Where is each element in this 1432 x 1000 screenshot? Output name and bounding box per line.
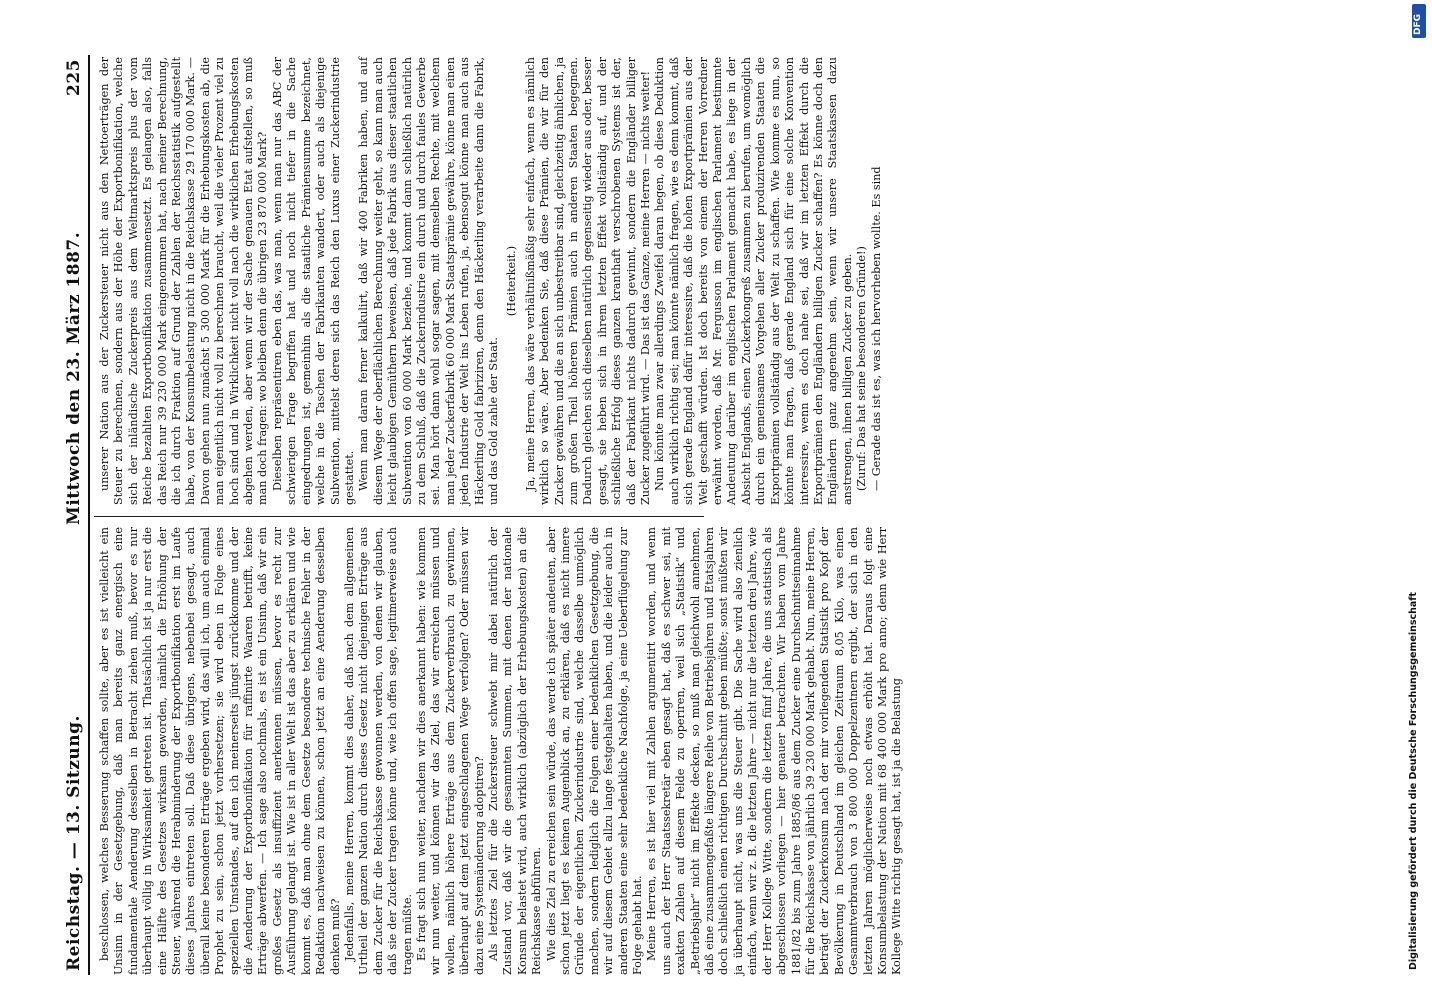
paragraph: beschlossen, welches Besserung schaffen sollte, aber es ist vielleicht ein Unsinn in der Gesetzgebung, daß man bereits ganz energisch eine fundamentale Aenderung desselben in Betracht ziehen muß, bevor es nur überhaupt völlig in Wirksamkeit getreten ist. Thatsächlich ist ja nur erst die eine Hälfte des Gesetzes wirksam geworden, nämlich die Erhöhung der Steuer, während die Herabminderung der Exportbonifikation erst im Laufe dieses Jahres eintreten soll. Daß diese übrigens, nebenbei gesagt, auch überall keine besonderen Erträge ergeben wird, das will ich, um auch einmal Prophet zu sein, schon jetzt vorhersetzen; sie wird eben in Folge eines speziellen Umstandes, auf den ich meinerseits jüngst zurückkomme und der die Aenderung der Exportbonifikation für raffinirte Waaren betrifft, keine Erträge abwerfen. — Ich sage also nochmals, es ist ein Unsinn, daß wir ein großes Gesetz als insuffizient anerkennen müssen, bevor es recht zur Ausführung gelangt ist. Wie ist in aller Welt ist das aber zu erklären und wie kommt es, daß man ohne dem Gesetze besondere technische Fehler in der Redaktion nachweisen zu können, schon jetzt an eine Aenderung desselben denken muß? (98, 527, 342, 975)
interjection: (Heiterkeit.) (505, 245, 519, 317)
paragraph: unserer Nation aus der Zuckersteuer nicht aus den Nettoerträgen der Steuer zu berechnen, sondern aus der Höhe der Exportbonifikation, welche sich der inländische Zuckerpreis aus dem Weltmarktspreis plus der vom Reiche bezahlten Exportbonifikation zusammensetzt. Es gelangen also, falls das Reich nur 39 230 000 Mark eingenommen hat, nach meiner Berechnung, die ich durch Fraktion auf Grund der Zahlen der Reichsstatistik aufgestellt habe, von der Konsumbelastung nicht in die Reichskasse 29 170 000 Mark. — Davon gehen nun zunächst 5 300 000 Mark für die Erhebungskosten ab, die man eigentlich nicht voll zu berechnen braucht, weil die vieler Prozent viel zu hoch sind und in Wirklichkeit nicht voll nach die wirklichen Erhebungskosten abgehen werden, aber wenn wir der Sache genauen Etat aufstellen, so muß man doch fragen: wo bleiben denn die übrigen 23 870 000 Mark? (98, 57, 270, 505)
header-rule (88, 55, 90, 975)
page-header (60, 55, 90, 975)
right-column (98, 57, 883, 505)
header-session: Reichstag. — 13. Sitzung. (64, 715, 84, 971)
dfg-logo-text: DFG (1413, 13, 1423, 35)
left-column (98, 527, 904, 975)
interjection: (Zuruf: Das hat seine besonderen Gründe!) (855, 246, 869, 491)
paragraph: — Gerade das ist es, was ich hervorheben wollte. Es sind (869, 166, 883, 491)
paragraph: Wenn man daran ferner kalkulirt, daß wir 400 Fabriken haben, und auf diesem Wege der oberflächlichen Berechnung weiter geht, so kann man auch leicht glaubigen Gemüthern beweisen, daß jede Fabrik aus dieser staatlichen Subvention von 60 000 Mark beziehe, und kommt dann schließlich natürlich zu dem Schluß, daß die Zuckerindustrie ein durch und durch faules Gewerbe sei. Man hört dann wohl sogar sagen, mit demselben Rechte, mit welchem man jeder Zuckerfabrik 60 000 Mark Staatsprämie gewähre, könne man einen jeden Industrie der Welt ins Leben rufen, ja, ebensogut könne man auch aus Häckerling Gold fabriziren, denn den Häckerling verarbeite dann die Fabrik, und das Gold zahle der Staat. (357, 57, 500, 505)
paragraph: Wie dies Ziel zu erreichen sein würde, das werde ich später andeuten, aber schon jetzt liegt es keinen Augenblick an, zu erklären, daß es nicht innere Gründe der eigentlichen Zuckerindustrie sind, welche dasselbe unmöglich machen, sondern lediglich die Folgen einer bedenklichen Gesetzgebung, die wir auf diesem Gebiet allzu lange festgehalten haben, und die leider auch in anderen Staaten eine sehr bedenkliche Nachfolge, ja eine Ueberflügelung zur Folge gehabt hat. (544, 527, 645, 975)
paragraph: Dieselben repräsentiren eben das, was man, wenn man nur das ABC der schwierigen Frage begriffen hat und noch nicht tiefer in die Sache eingedrungen ist, gemeinhin als die staatliche Prämiensumme bezeichnet, welche in die Taschen der Fabrikanten wandert, oder auch als diejenige Subvention, mittelst deren sich das Reich den Luxus einer Zuckerindustrie gestattet. (270, 57, 356, 505)
paragraph: Meine Herren, es ist hier viel mit Zahlen argumentirt worden, und wenn uns auch der Herr Staatssekretär eben gesagt hat, daß es schwer sei, mit exakten Zahlen auf diesem Felde zu operiren, weil sich „Statistik“ und „Betriebsjahr“ nicht im Effekte decken, so muß man gleichwohl annehmen, daß eine zusammengefaßte längere Reihe von Betriebsjahren und Etatsjahren doch schließlich einen richtigen Durchschnitt geben müßte; sonst müßten wir ja überhaupt nicht, was uns die Steuer gibt. Die Sache wird also zienlich einfach, wenn wir z. B. die letzten Jahre — nicht nur die letzten drei Jahre, wie der Herr Kollege Witte, sondern die letzten fünf Jahre, die uns statistisch als abgeschlossen vorliegen — hier genauer betrachten. Wir haben vom Jahre 1881/82 bis zum Jahre 1885/86 aus dem Zucker eine Durchschnittseinnahme für die Reichskasse von jährlich 39 230 000 Mark gehabt. Nun, meine Herren, beträgt der Zuckerkonsum nach der mir vorliegenden Statistik pro Kopf der Bevölkerung in Deutschland im gleichen Zeitraum 8,05 Kilo, was einen Gesammtverbrauch von 3 800 000 Doppelzentnern ergibt, der sich in den letzten Jahren möglicherweise noch etwas erhöht hat. Daraus folgt eine Konsumbelastung der Nation mit 68 400 000 Mark pro anno; denn wie Herr Kollege Witte richtig gesagt hat, ist ja die Belastung (645, 527, 904, 975)
paragraph: Jedenfalls, meine Herren, kommt dies daher, daß nach dem allgemeinen Urtheil der ganzen Nation durch dieses Gesetz nicht diejenigen Erträge aus dem Zucker für die Reichskasse gewonnen werden, von denen wir glauben, daß sie der Zucker tragen könne und, wie ich offen sage, legitimerweise auch tragen müßte. (342, 527, 414, 975)
dfg-logo (1412, 4, 1426, 38)
paragraph: Als letztes Ziel für die Zuckersteuer schwebt mir dabei natürlich der Zustand vor, daß wir die gesammten Summen, mit denen der nationale Konsum belastet wird, auch wirklich (abzüglich der Erhebungskosten) an die Reichskasse abführen. (486, 527, 544, 975)
digitization-note (1408, 10, 1426, 990)
paragraph: Ja, meine Herren, das wäre verhältnißmäßig sehr einfach, wenn es nämlich wirklich so wäre. Aber bedenken Sie, daß diese Prämien, die wir für den Zucker gewähren und die an sich unbestreitbar sind, gleichzeitig ähnlichen, ja zum großen Theil höheren Prämien auch in anderen Staaten begegnen. Dadurch gleichen sich dieselben natürlich gegenseitig wieder aus oder, besser gesagt, sie heben sich in ihrem letzten Effekt vollständig auf, und der schließliche Erfolg dieses ganzen kranthaft verschrobenen Systems ist der, daß der Fabrikant nichts dadurch gewinnt, sondern die Engländer billiger Zucker zugeführt wird. — Das ist das Ganze, meine Herren — nichts weiter! (523, 57, 653, 505)
page-number: 225 (64, 59, 84, 96)
paragraph: Es fragt sich nun weiter, nachdem wir dies anerkannt haben: wie kommen wir nun weiter, und können wir das Ziel, das wir erreichen müssen und wollen, nämlich höhere Erträge aus dem Zuckerverbrauch zu gewinnen, überhaupt auf dem jetzt eingeschlagenen Wege verfolgen? Oder müssen wir dazu eine Systemänderung adoptiren? (414, 527, 486, 975)
header-date: Mittwoch den 23. März 1887. (64, 231, 84, 525)
digitization-note-text: Digitalisierung gefördert durch die Deutsche Forschungsgemeinschaft (1408, 592, 1419, 970)
rotated-page (60, 55, 904, 975)
column-divider (94, 516, 704, 517)
paragraph: Nun könnte man zwar allerdings Zweifel daran hegen, ob diese Deduktion auch wirklich richtig sei; man könnte nämlich fragen, wie es denn kommt, daß sich gerade England dafür interessire, daß die hohen Exportprämien aus der Welt geschafft würden. Ist doch bereits von einem der Herren Vorredner erwähnt worden, daß Mr. Fergusson im englischen Parlament bestimmte Andeutung darüber im englischen Parlament gemacht habe, es liege in der Absicht Englands, einen Zuckerkongreß zusammen zu berufen, um womöglich durch ein gemeinsames Vorgehen aller Zucker produzirenden Staaten die Exportprämien vollständig aus der Welt zu schaffen. Wie komme es nun, so könnte man fragen, daß gerade England sich für eine solche Konvention interessire, wenn es doch nahe sei, daß wir im letzten Effekt durch die Exportprämien den Engländern billigen Zucker schaffen? Es könne doch den Engländern ganz angenehm sein, wenn wir unsere Staatskassen dazu anstrengen, ihnen billigen Zucker zu geben. (653, 57, 854, 505)
